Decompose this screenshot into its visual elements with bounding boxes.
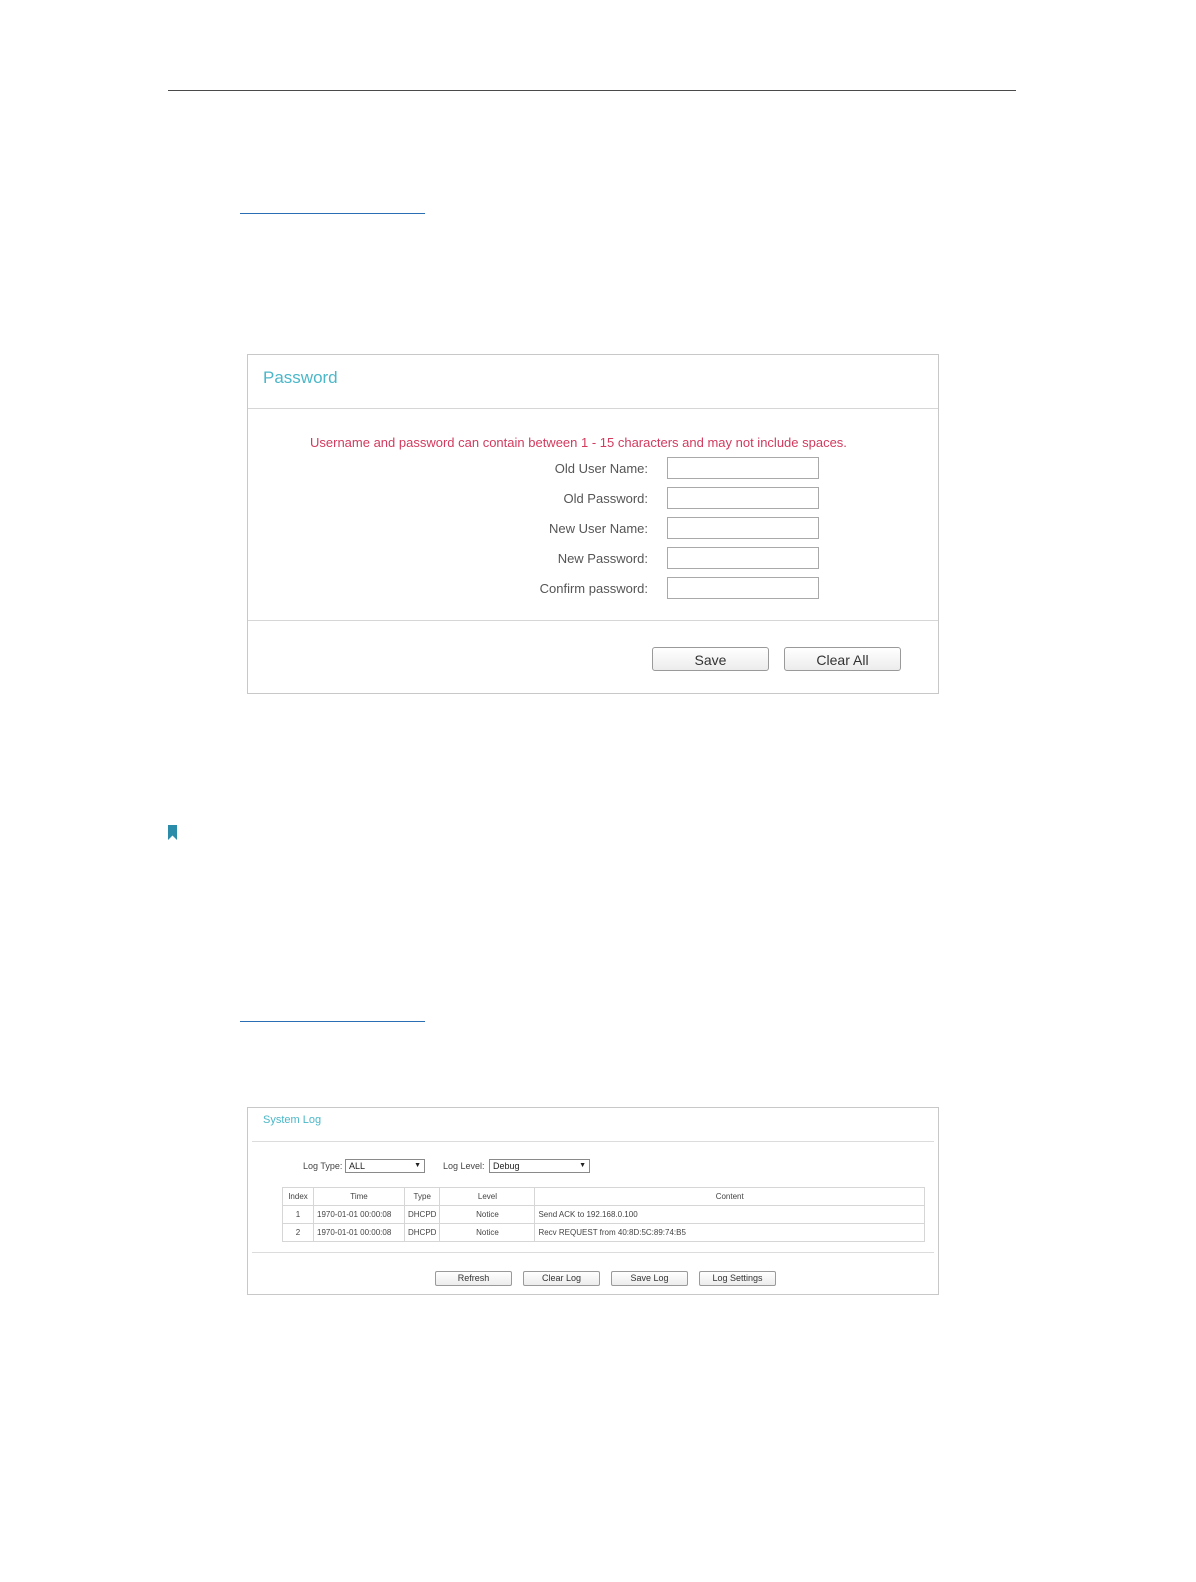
- log-table: [282, 1187, 925, 1242]
- page-header-rule: [168, 90, 1016, 91]
- field-row-old-user-name: [248, 457, 938, 481]
- table-header-row: [283, 1188, 925, 1206]
- new-password-input[interactable]: [667, 547, 819, 569]
- old-password-input[interactable]: [667, 487, 819, 509]
- log-type-label: Log Type:: [303, 1161, 343, 1171]
- dropdown-arrow-icon: ▼: [579, 1162, 586, 1169]
- clear-log-button[interactable]: Clear Log: [523, 1271, 600, 1286]
- cell-level: Notice: [440, 1206, 535, 1224]
- table-row: [283, 1224, 925, 1242]
- cell-index: 1: [283, 1206, 314, 1224]
- old-password-label: Old Password:: [563, 491, 648, 506]
- column-header-content: Content: [535, 1188, 925, 1206]
- field-row-confirm-password: [248, 577, 938, 601]
- save-log-button[interactable]: Save Log: [611, 1271, 688, 1286]
- panel-title: System Log: [263, 1114, 322, 1126]
- clear-all-button[interactable]: Clear All: [784, 647, 901, 671]
- log-level-select[interactable]: [489, 1159, 590, 1173]
- panel-title: Password: [263, 368, 338, 387]
- cell-level: Notice: [440, 1224, 535, 1242]
- divider: [248, 408, 938, 409]
- column-header-type: Type: [405, 1188, 440, 1206]
- cell-type: DHCPD: [405, 1206, 440, 1224]
- password-panel: [247, 354, 939, 694]
- field-row-old-password: [248, 487, 938, 511]
- link-underline: [240, 1021, 425, 1022]
- log-settings-button[interactable]: Log Settings: [699, 1271, 776, 1286]
- cell-content: Send ACK to 192.168.0.100: [535, 1206, 925, 1224]
- link-underline: [240, 213, 425, 214]
- field-row-new-user-name: [248, 517, 938, 541]
- cell-content: Recv REQUEST from 40:8D:5C:89:74:B5: [535, 1224, 925, 1242]
- save-button[interactable]: Save: [652, 647, 769, 671]
- log-type-select[interactable]: [345, 1159, 425, 1173]
- divider: [252, 1252, 934, 1253]
- cell-time: 1970-01-01 00:00:08: [314, 1206, 405, 1224]
- column-header-time: Time: [314, 1188, 405, 1206]
- column-header-index: Index: [283, 1188, 314, 1206]
- log-type-value: ALL: [349, 1161, 366, 1171]
- system-log-panel: [247, 1107, 939, 1295]
- password-notice: Username and password can contain between 1 - 15 characters and may not include spaces.: [310, 435, 847, 450]
- new-user-name-input[interactable]: [667, 517, 819, 539]
- new-password-label: New Password:: [557, 551, 648, 566]
- divider: [248, 620, 938, 621]
- dropdown-arrow-icon: ▼: [414, 1162, 421, 1169]
- cell-time: 1970-01-01 00:00:08: [314, 1224, 405, 1242]
- refresh-button[interactable]: Refresh: [435, 1271, 512, 1286]
- field-row-new-password: [248, 547, 938, 571]
- old-user-name-input[interactable]: [667, 457, 819, 479]
- confirm-password-input[interactable]: [667, 577, 819, 599]
- new-user-name-label: New User Name:: [549, 521, 648, 536]
- confirm-password-label: Confirm password:: [539, 581, 648, 596]
- divider: [252, 1141, 934, 1142]
- bookmark-icon: [168, 825, 177, 840]
- log-level-label: Log Level:: [443, 1161, 485, 1171]
- cell-type: DHCPD: [405, 1224, 440, 1242]
- log-level-value: Debug: [493, 1161, 520, 1171]
- old-user-name-label: Old User Name:: [554, 461, 648, 476]
- cell-index: 2: [283, 1224, 314, 1242]
- column-header-level: Level: [440, 1188, 535, 1206]
- table-row: [283, 1206, 925, 1224]
